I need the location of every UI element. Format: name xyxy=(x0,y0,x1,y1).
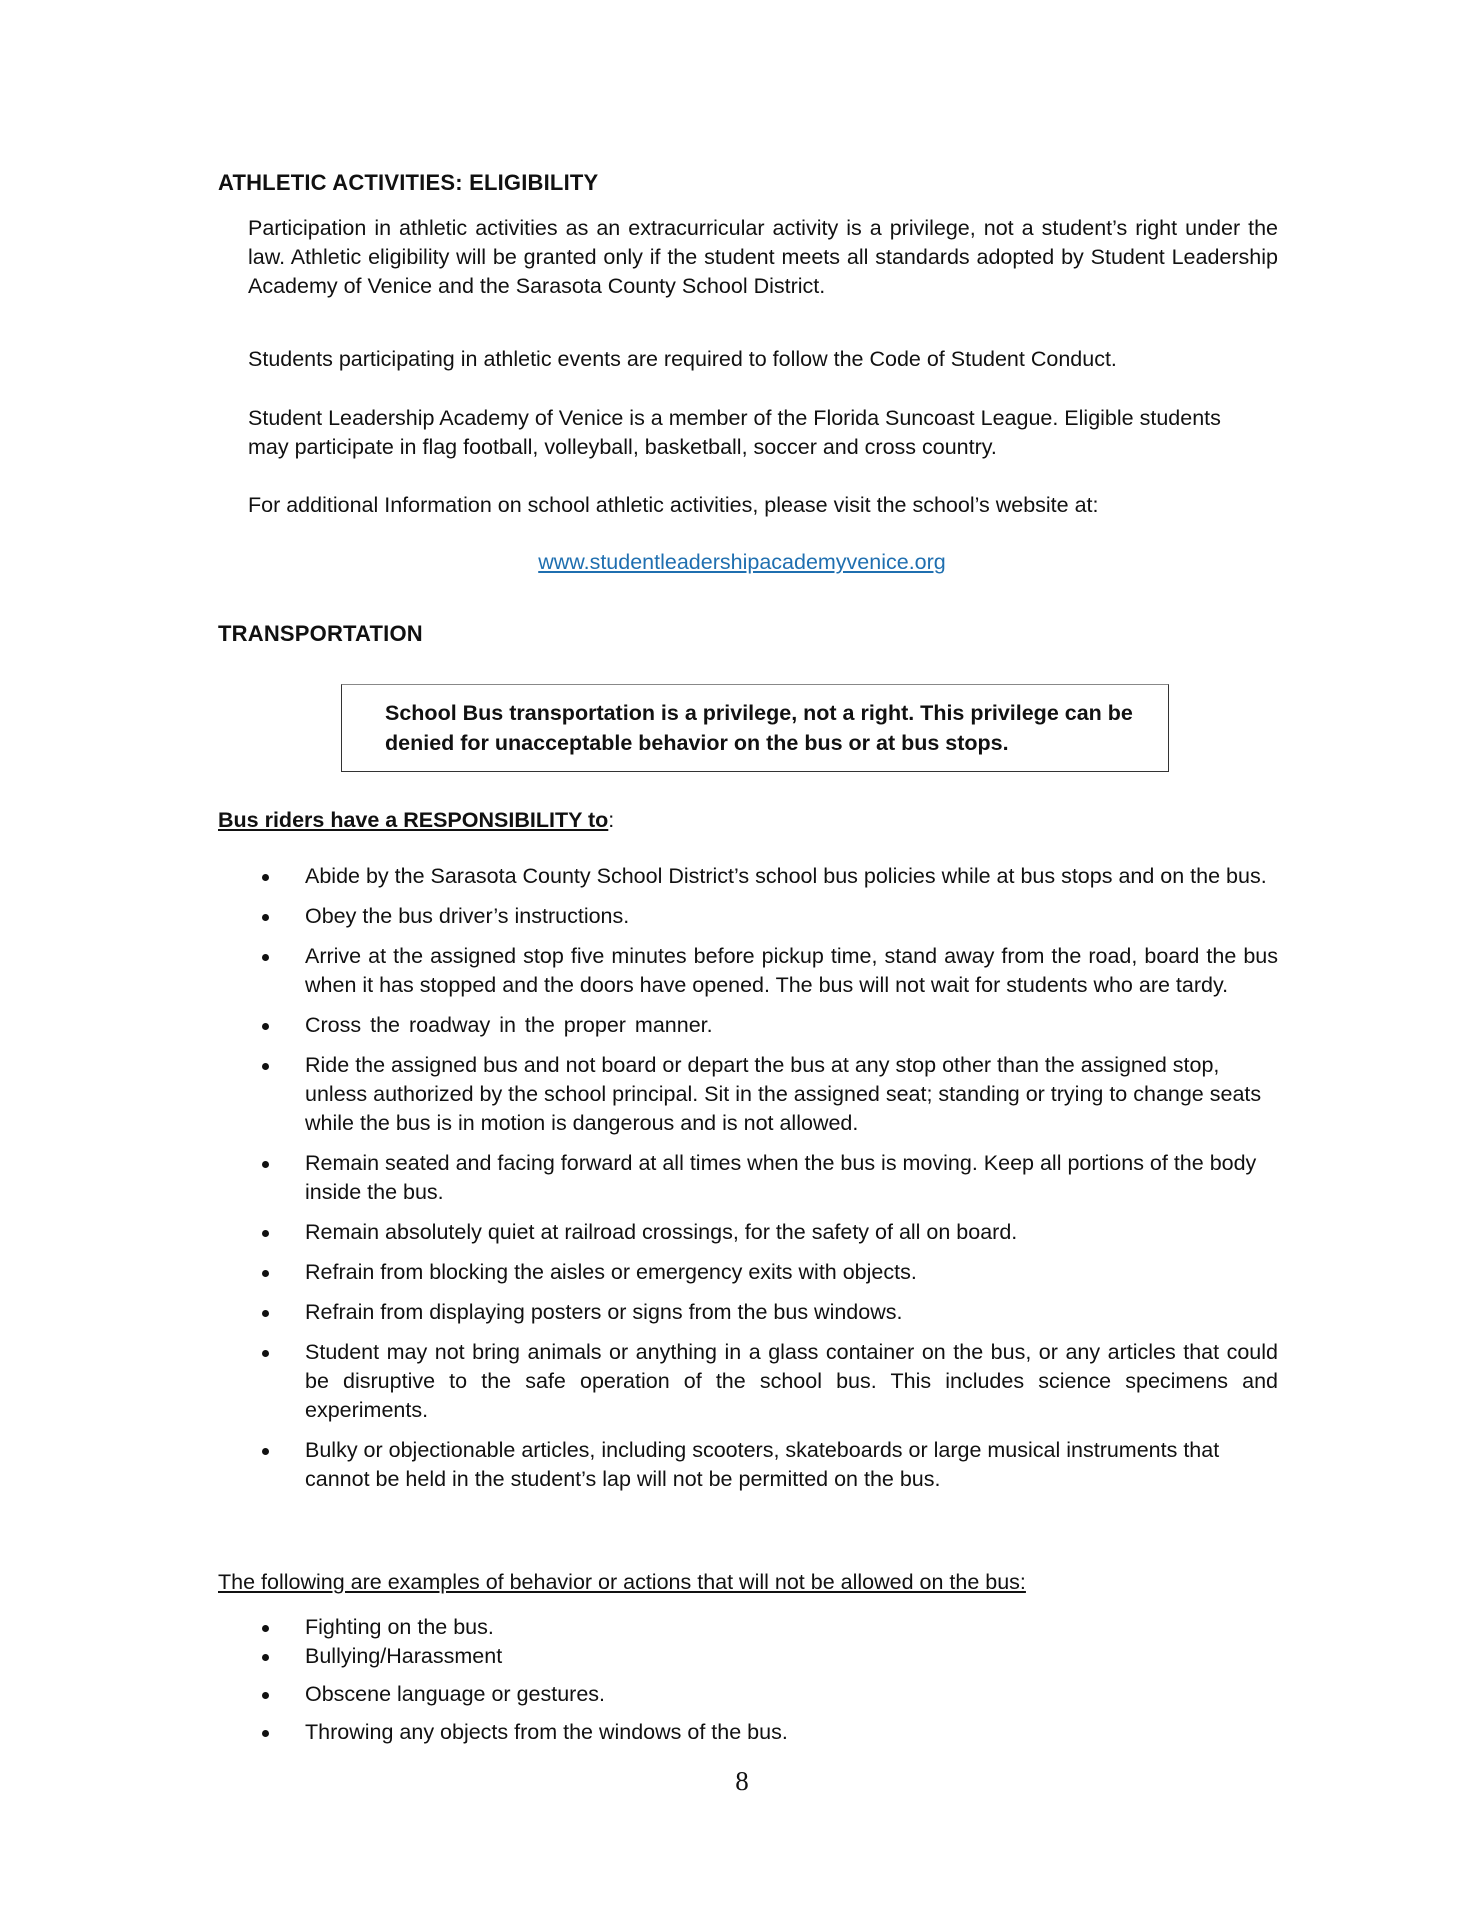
list-item: Obscene language or gestures. xyxy=(248,1680,1278,1709)
transportation-heading: TRANSPORTATION xyxy=(218,621,423,646)
bullet-icon xyxy=(262,1230,269,1237)
list-item: Remain absolutely quiet at railroad crossings, for the safety of all on board. xyxy=(248,1218,1278,1247)
list-item: Refrain from blocking the aisles or emergency exits with objects. xyxy=(248,1258,1278,1287)
athletics-heading: ATHLETIC ACTIVITIES: ELIGIBILITY xyxy=(218,170,599,195)
responsibility-heading-colon: : xyxy=(608,808,615,832)
list-item: Bulky or objectionable articles, including scooters, skateboards or large musical instruments that cannot be held in the student’s lap will not be permitted on the bus. xyxy=(248,1436,1278,1494)
bus-privilege-notice-box xyxy=(341,684,1169,772)
list-item: Student may not bring animals or anything in a glass container on the bus, or any articles that could be disruptive to the safe operation of the school bus. This includes science specimens and experiments. xyxy=(248,1338,1278,1425)
page-number: 8 xyxy=(735,1766,749,1796)
list-item: Cross the roadway in the proper manner. xyxy=(248,1011,1278,1040)
bullet-icon xyxy=(262,1654,269,1661)
bus-privilege-notice-text: School Bus transportation is a privilege, not a right. This privilege can be denied for unacceptable behavior on the bus or at bus stops. xyxy=(385,701,1133,755)
bullet-icon xyxy=(262,954,269,961)
bullet-icon xyxy=(262,1350,269,1357)
responsibility-heading: Bus riders have a RESPONSIBILITY to xyxy=(218,808,609,832)
responsibility-heading-row xyxy=(218,808,614,833)
list-item: Arrive at the assigned stop five minutes before pickup time, stand away from the road, board the bus when it has stopped and the doors have opened. The bus will not wait for students who are tardy. xyxy=(248,942,1278,1000)
list-item: Abide by the Sarasota County School District’s school bus policies while at bus stops and on the bus. xyxy=(248,862,1278,891)
responsibility-list xyxy=(248,862,1278,1494)
list-item: Bullying/Harassment xyxy=(248,1642,1278,1671)
bullet-icon xyxy=(262,874,269,881)
bullet-icon xyxy=(262,1270,269,1277)
bullet-icon xyxy=(262,1023,269,1030)
bullet-icon xyxy=(262,1730,269,1737)
bullet-icon xyxy=(262,1692,269,1699)
list-item: Refrain from displaying posters or signs from the bus windows. xyxy=(248,1298,1278,1327)
list-item: Obey the bus driver’s instructions. xyxy=(248,902,1278,931)
bullet-icon xyxy=(262,1310,269,1317)
list-item: Remain seated and facing forward at all times when the bus is moving. Keep all portions of the body inside the bus. xyxy=(248,1149,1278,1207)
bullet-icon xyxy=(262,1063,269,1070)
list-item: Ride the assigned bus and not board or depart the bus at any stop other than the assigned stop, unless authorized by the school principal. Sit in the assigned seat; standing or trying to change seats while the bus is in motion is dangerous and is not allowed. xyxy=(248,1051,1278,1138)
athletics-paragraph-2: Students participating in athletic events are required to follow the Code of Student Conduct. xyxy=(248,347,1117,371)
list-item: Throwing any objects from the windows of the bus. xyxy=(248,1718,1278,1747)
athletics-paragraph-4: For additional Information on school athletic activities, please visit the school’s website at: xyxy=(248,493,1099,517)
prohibited-list xyxy=(248,1613,1278,1747)
athletics-paragraph-3: Student Leadership Academy of Venice is a member of the Florida Suncoast League. Eligible students may participate in flag football, volleyball, basketball, soccer and cross country. xyxy=(248,406,1221,459)
bullet-icon xyxy=(262,914,269,921)
prohibited-heading: The following are examples of behavior or actions that will not be allowed on the bus: xyxy=(218,1570,1026,1594)
website-link-row xyxy=(0,550,1484,575)
athletics-paragraph-1: Participation in athletic activities as an extracurricular activity is a privilege, not a student’s right under the law. Athletic eligibility will be granted only if the student meets all standards adopted by Student Leadership Academy of Venice and the Sarasota County School District. xyxy=(248,216,1278,298)
bullet-icon xyxy=(262,1625,269,1632)
list-item: Fighting on the bus. xyxy=(248,1613,1278,1642)
bullet-icon xyxy=(262,1161,269,1168)
website-link[interactable]: www.studentleadershipacademyvenice.org xyxy=(538,550,946,574)
bullet-icon xyxy=(262,1448,269,1455)
